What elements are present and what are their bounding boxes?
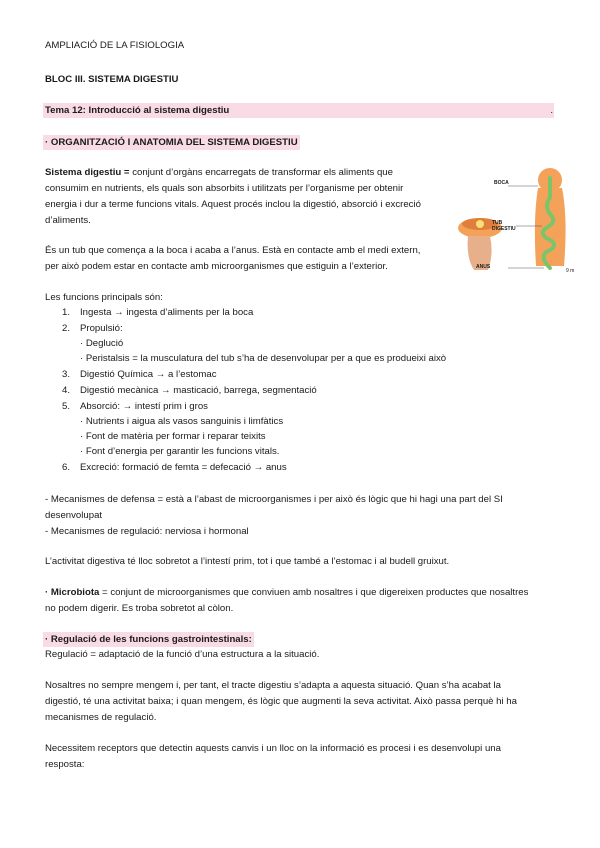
- intro-line-1: [45, 165, 438, 180]
- section-organitzacio: · ORGANITZACIÓ I ANATOMIA DEL SISTEMA DIGESTIU: [45, 137, 298, 148]
- list-item: 6. Excreció: formació de femta = defecació → anus: [62, 462, 287, 473]
- microbiota-text-1: = conjunt de microorganismes que conviuen amb nosaltres i que digereixen productes que nosaltres: [102, 587, 529, 598]
- label-tub-digestiu: TUB DIGESTIU: [492, 220, 516, 232]
- mecanismes-regulacio: - Mecanismes de regulació: nerviosa i hormonal: [45, 526, 249, 537]
- microbiota-line-2: no podem digerir. Es troba sobretot al còlon.: [45, 603, 234, 614]
- microbiota-line-1: [45, 585, 528, 600]
- intro-text-1: conjunt d’orgàns encarregats de transformar els aliments que: [132, 167, 393, 178]
- regulacio-definition: Regulació = adaptació de la funció d’una estructura a la situació.: [45, 649, 320, 660]
- intro-line-3: energia i dur a terme funcions vitals. Aquest procés inclou la digestió, absorció i excreció: [45, 199, 421, 210]
- digestive-system-figure: [458, 158, 578, 278]
- list-item: 5. Absorció: → intestí prim i gros: [62, 401, 208, 412]
- list-item: 2. Propulsió:: [62, 323, 123, 334]
- tub-line-1: És un tub que comença a la boca i acaba a l’anus. Està en contacte amb el medi extern,: [45, 245, 421, 256]
- funcions-intro: Les funcions principals són:: [45, 292, 163, 303]
- tema-title: Tema 12: Introducció al sistema digestiu: [45, 105, 230, 116]
- nosaltres-line-1: Nosaltres no sempre mengem i, per tant, el tracte digestiu s’adapta a aquesta situació. Quan s’ha acabat la: [45, 680, 501, 691]
- intro-term: Sistema digestiu =: [45, 167, 130, 178]
- nosaltres-line-2: digestió, té una activitat baixa; i quan mengem, és lògic que augmenti la seva activitat. Això passa perquè hi ha: [45, 696, 517, 707]
- activitat-paragraph: L’activitat digestiva té lloc sobretot a l’intestí prim, tot i que també a l’estomac i al budell gruixut.: [45, 556, 450, 567]
- tub-line-2: per això podem estar en contacte amb microorganismes que estiguin a l’exterior.: [45, 261, 388, 272]
- list-item: 3. Digestió Química → a l’estomac: [62, 369, 217, 380]
- list-subitem: · Deglució: [80, 338, 124, 349]
- mecanismes-defensa-line-2: desenvolupat: [45, 510, 103, 521]
- list-subitem: · Peristalsis = la musculatura del tub s’ha de desenvolupar per a que es produeixi això: [80, 353, 447, 364]
- list-subitem: · Font d’energia per garantir les funcions vitals.: [80, 446, 280, 457]
- list-subitem: · Font de matèria per formar i reparar teixits: [80, 431, 266, 442]
- tema-highlight: [43, 103, 554, 118]
- list-item: 1. Ingesta → ingesta d’aliments per la boca: [62, 307, 254, 318]
- tema-dot: .: [550, 105, 553, 116]
- intro-line-4: d’aliments.: [45, 215, 91, 226]
- intro-line-2: consumim en nutrients, els quals son absorbits i utilitzats per l’organisme per obtenir: [45, 183, 404, 194]
- label-boca: BOCA: [494, 180, 509, 186]
- bloc-title: BLOC III. SISTEMA DIGESTIU: [45, 74, 179, 85]
- receptors-line-1: Necessitem receptors que detectin aquests canvis i un lloc on la informació es procesi i es desenvolupi una: [45, 743, 501, 754]
- course-header: AMPLIACIÓ DE LA FISIOLOGIA: [45, 40, 185, 51]
- receptors-line-2: resposta:: [45, 759, 85, 770]
- section-regulacio: · Regulació de les funcions gastrointestinals:: [45, 634, 252, 645]
- list-item: 4. Digestió mecànica → masticació, barrega, segmentació: [62, 385, 317, 396]
- microbiota-term: · Microbiota: [45, 587, 100, 598]
- label-anus: ANUS: [476, 264, 491, 270]
- label-length: 9 m: [566, 268, 575, 274]
- digestive-system-illustration: [458, 158, 578, 278]
- mecanismes-defensa-line-1: - Mecanismes de defensa = està a l’abast de microorganismes i per això és lògic que hi hagi una part del SI: [45, 494, 503, 505]
- list-subitem: · Nutrients i aigua als vasos sanguinis i limfàtics: [80, 416, 284, 427]
- nosaltres-line-3: mecanismes de regulació.: [45, 712, 157, 723]
